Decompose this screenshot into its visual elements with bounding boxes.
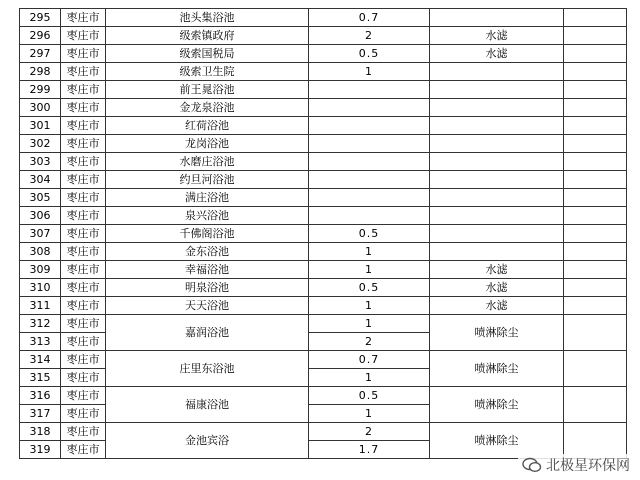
city-cell: 枣庄市 (61, 315, 106, 333)
row-number: 300 (20, 99, 61, 117)
method-cell (430, 189, 564, 207)
quantity-cell (309, 189, 430, 207)
quantity-cell (309, 135, 430, 153)
table-row (20, 9, 627, 27)
name-cell: 水磨庄浴池 (106, 153, 309, 171)
city-cell: 枣庄市 (61, 261, 106, 279)
quantity-cell: 1 (309, 243, 430, 261)
row-number: 308 (20, 243, 61, 261)
table-row (20, 135, 627, 153)
row-number: 299 (20, 81, 61, 99)
method-cell: 喷淋除尘 (430, 423, 564, 459)
name-cell: 泉兴浴池 (106, 207, 309, 225)
table-row (20, 315, 627, 333)
city-cell: 枣庄市 (61, 63, 106, 81)
quantity-cell (309, 81, 430, 99)
extra-cell (564, 117, 627, 135)
city-cell: 枣庄市 (61, 243, 106, 261)
name-cell: 嘉润浴池 (106, 315, 309, 351)
city-cell: 枣庄市 (61, 153, 106, 171)
name-cell: 明泉浴池 (106, 279, 309, 297)
city-cell: 枣庄市 (61, 225, 106, 243)
extra-cell (564, 189, 627, 207)
row-number: 315 (20, 369, 61, 387)
table-row (20, 27, 627, 45)
extra-cell (564, 207, 627, 225)
method-cell (430, 153, 564, 171)
watermark (518, 454, 634, 476)
method-cell (430, 171, 564, 189)
quantity-cell: 1 (309, 261, 430, 279)
table-row (20, 279, 627, 297)
extra-cell (564, 63, 627, 81)
row-number: 309 (20, 261, 61, 279)
row-number: 304 (20, 171, 61, 189)
row-number: 319 (20, 441, 61, 459)
extra-cell (564, 315, 627, 351)
city-cell: 枣庄市 (61, 441, 106, 459)
extra-cell (564, 387, 627, 423)
row-number: 313 (20, 333, 61, 351)
table-row (20, 81, 627, 99)
city-cell: 枣庄市 (61, 45, 106, 63)
extra-cell (564, 243, 627, 261)
table-body (20, 9, 627, 459)
name-cell: 级索卫生院 (106, 63, 309, 81)
city-cell: 枣庄市 (61, 9, 106, 27)
name-cell: 幸福浴池 (106, 261, 309, 279)
name-cell: 福康浴池 (106, 387, 309, 423)
extra-cell (564, 279, 627, 297)
table-row (20, 153, 627, 171)
name-cell: 红荷浴池 (106, 117, 309, 135)
row-number: 303 (20, 153, 61, 171)
quantity-cell: 0.7 (309, 351, 430, 369)
city-cell: 枣庄市 (61, 405, 106, 423)
row-number: 307 (20, 225, 61, 243)
row-number: 317 (20, 405, 61, 423)
extra-cell (564, 99, 627, 117)
quantity-cell (309, 117, 430, 135)
row-number: 296 (20, 27, 61, 45)
quantity-cell: 1.7 (309, 441, 430, 459)
method-cell: 水滤 (430, 45, 564, 63)
method-cell: 水滤 (430, 297, 564, 315)
method-cell (430, 117, 564, 135)
table-row (20, 99, 627, 117)
quantity-cell: 0.5 (309, 279, 430, 297)
city-cell: 枣庄市 (61, 297, 106, 315)
table-row (20, 423, 627, 441)
wechat-icon (522, 457, 542, 473)
row-number: 298 (20, 63, 61, 81)
table-row (20, 189, 627, 207)
row-number: 314 (20, 351, 61, 369)
name-cell: 池头集浴池 (106, 9, 309, 27)
name-cell: 前王晁浴池 (106, 81, 309, 99)
city-cell: 枣庄市 (61, 27, 106, 45)
city-cell: 枣庄市 (61, 423, 106, 441)
method-cell (430, 81, 564, 99)
name-cell: 级索镇政府 (106, 27, 309, 45)
table-row (20, 225, 627, 243)
table-row (20, 387, 627, 405)
city-cell: 枣庄市 (61, 333, 106, 351)
city-cell: 枣庄市 (61, 369, 106, 387)
watermark-text: 北极星环保网 (546, 458, 630, 474)
table-row (20, 261, 627, 279)
name-cell: 满庄浴池 (106, 189, 309, 207)
extra-cell (564, 27, 627, 45)
city-cell: 枣庄市 (61, 81, 106, 99)
extra-cell (564, 9, 627, 27)
city-cell: 枣庄市 (61, 171, 106, 189)
row-number: 310 (20, 279, 61, 297)
name-cell: 龙岗浴池 (106, 135, 309, 153)
extra-cell (564, 351, 627, 387)
extra-cell (564, 171, 627, 189)
table-row (20, 207, 627, 225)
name-cell: 级索国税局 (106, 45, 309, 63)
row-number: 295 (20, 9, 61, 27)
row-number: 316 (20, 387, 61, 405)
row-number: 297 (20, 45, 61, 63)
name-cell: 金池宾浴 (106, 423, 309, 459)
boiler-table (19, 8, 627, 459)
method-cell (430, 99, 564, 117)
name-cell: 金东浴池 (106, 243, 309, 261)
quantity-cell: 1 (309, 405, 430, 423)
method-cell: 喷淋除尘 (430, 315, 564, 351)
city-cell: 枣庄市 (61, 207, 106, 225)
city-cell: 枣庄市 (61, 99, 106, 117)
city-cell: 枣庄市 (61, 135, 106, 153)
quantity-cell: 1 (309, 63, 430, 81)
method-cell: 水滤 (430, 261, 564, 279)
name-cell: 天天浴池 (106, 297, 309, 315)
table-row (20, 117, 627, 135)
method-cell: 喷淋除尘 (430, 387, 564, 423)
method-cell (430, 207, 564, 225)
row-number: 305 (20, 189, 61, 207)
table-row (20, 63, 627, 81)
quantity-cell: 0.5 (309, 387, 430, 405)
quantity-cell (309, 153, 430, 171)
city-cell: 枣庄市 (61, 279, 106, 297)
quantity-cell (309, 171, 430, 189)
method-cell (430, 135, 564, 153)
row-number: 312 (20, 315, 61, 333)
method-cell (430, 63, 564, 81)
row-number: 306 (20, 207, 61, 225)
method-cell (430, 9, 564, 27)
quantity-cell: 1 (309, 315, 430, 333)
extra-cell (564, 225, 627, 243)
table-row (20, 45, 627, 63)
name-cell: 约旦河浴池 (106, 171, 309, 189)
name-cell: 千佛阁浴池 (106, 225, 309, 243)
extra-cell (564, 45, 627, 63)
method-cell: 水滤 (430, 27, 564, 45)
table-row (20, 297, 627, 315)
extra-cell (564, 81, 627, 99)
city-cell: 枣庄市 (61, 189, 106, 207)
quantity-cell: 0.5 (309, 45, 430, 63)
quantity-cell: 1 (309, 369, 430, 387)
table-row (20, 171, 627, 189)
method-cell (430, 225, 564, 243)
row-number: 311 (20, 297, 61, 315)
method-cell: 水滤 (430, 279, 564, 297)
method-cell: 喷淋除尘 (430, 351, 564, 387)
table-row (20, 243, 627, 261)
table-row (20, 351, 627, 369)
extra-cell (564, 153, 627, 171)
extra-cell (564, 135, 627, 153)
quantity-cell: 0.7 (309, 9, 430, 27)
quantity-cell: 2 (309, 27, 430, 45)
method-cell (430, 243, 564, 261)
quantity-cell (309, 99, 430, 117)
city-cell: 枣庄市 (61, 387, 106, 405)
city-cell: 枣庄市 (61, 117, 106, 135)
name-cell: 金龙泉浴池 (106, 99, 309, 117)
quantity-cell: 2 (309, 333, 430, 351)
extra-cell (564, 261, 627, 279)
quantity-cell: 1 (309, 297, 430, 315)
name-cell: 庄里东浴池 (106, 351, 309, 387)
extra-cell (564, 297, 627, 315)
row-number: 302 (20, 135, 61, 153)
quantity-cell: 0.5 (309, 225, 430, 243)
quantity-cell (309, 207, 430, 225)
row-number: 301 (20, 117, 61, 135)
row-number: 318 (20, 423, 61, 441)
city-cell: 枣庄市 (61, 351, 106, 369)
quantity-cell: 2 (309, 423, 430, 441)
